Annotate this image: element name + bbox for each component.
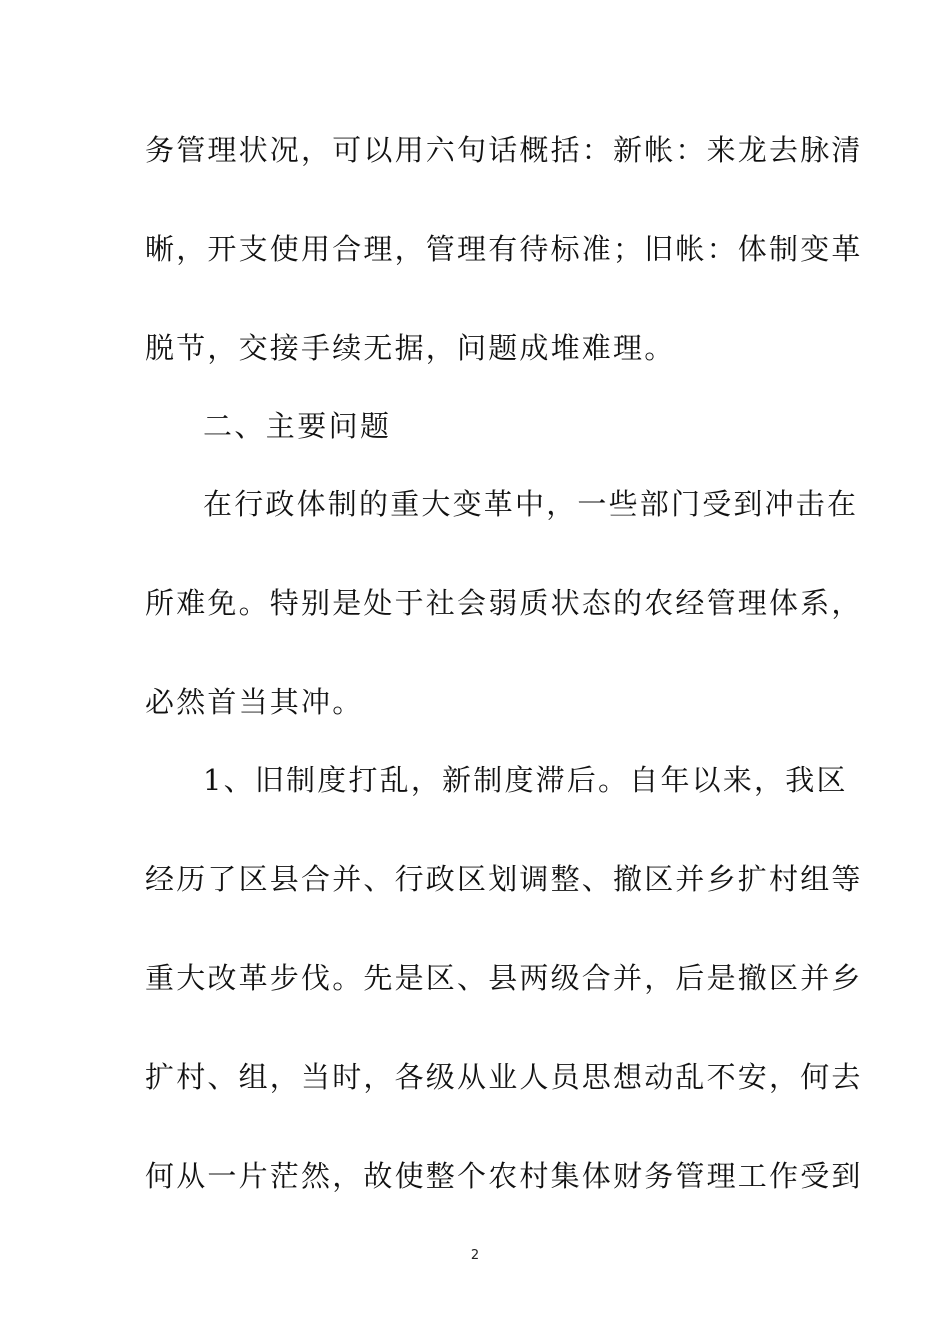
paragraph-line: 务管理状况，可以用六句话概括：新帐：来龙去脉清 [145, 133, 863, 167]
paragraph-line: 扩村、组，当时，各级从业人员思想动乱不安，何去 [145, 1060, 863, 1094]
paragraph-line: 晰，开支使用合理，管理有待标准；旧帐：体制变革 [145, 232, 863, 266]
paragraph-line: 重大改革步伐。先是区、县两级合并，后是撤区并乡 [145, 961, 863, 995]
paragraph-line: 1、旧制度打乱，新制度滞后。自年以来，我区 [203, 763, 848, 797]
paragraph-line: 经历了区县合并、行政区划调整、撤区并乡扩村组等 [145, 862, 863, 896]
paragraph-line: 在行政体制的重大变革中，一些部门受到冲击在 [203, 487, 859, 521]
section-heading: 二、主要问题 [203, 409, 392, 443]
paragraph-line: 何从一片茫然，故使整个农村集体财务管理工作受到 [145, 1159, 863, 1193]
page-number: 2 [470, 1248, 480, 1263]
paragraph-line: 所难免。特别是处于社会弱质状态的农经管理体系， [145, 586, 863, 620]
paragraph-line: 脱节，交接手续无据，问题成堆难理。 [145, 331, 676, 365]
paragraph-line: 必然首当其冲。 [145, 685, 364, 719]
